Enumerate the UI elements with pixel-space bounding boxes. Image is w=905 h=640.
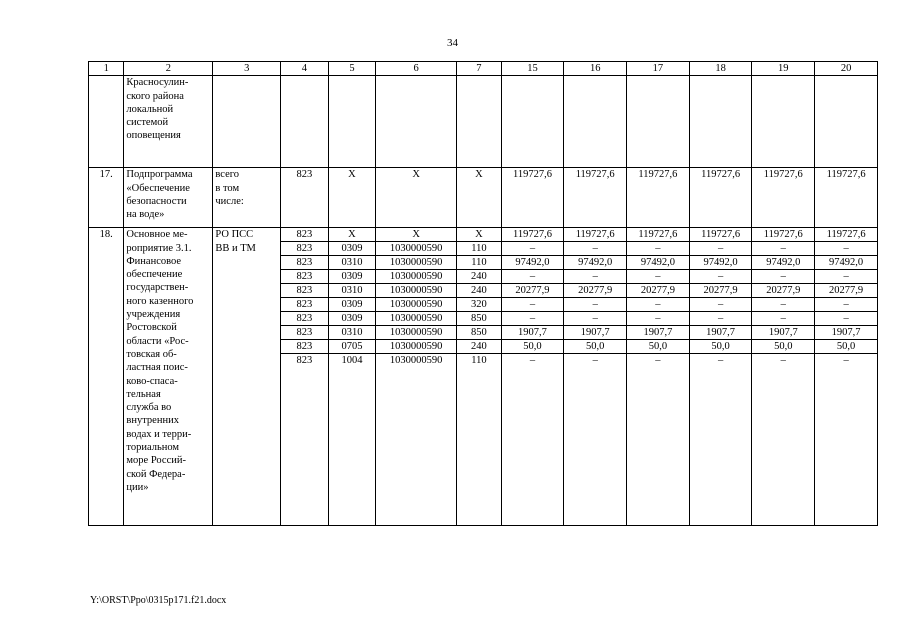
sub-row-value: 50,0 — [752, 340, 814, 354]
cell-code-7 — [457, 228, 502, 526]
sub-row-value: 50,0 — [690, 340, 752, 354]
header-row — [89, 62, 878, 76]
sub-row-value: 1907,7 — [627, 326, 689, 340]
sub-row-value: – — [627, 270, 689, 284]
sub-row-value: 823 — [281, 270, 328, 284]
cell-code: Х — [457, 168, 502, 228]
cell-executor: всего в том числе: — [213, 168, 281, 228]
header-cell-1: 1 — [89, 62, 124, 76]
sub-row-value: 119727,6 — [690, 228, 752, 242]
sub-row-value: 850 — [457, 326, 501, 340]
sub-row-value: 0310 — [329, 326, 376, 340]
sub-row-value: 0309 — [329, 270, 376, 284]
header-cell-7: 7 — [457, 62, 502, 76]
sub-row-value: 1907,7 — [752, 326, 814, 340]
sub-row-value: 1030000590 — [389, 355, 443, 367]
cell-value-col-1 — [564, 228, 627, 526]
sub-row-value: 850 — [457, 312, 501, 326]
sub-row-value: 0310 — [329, 284, 376, 298]
table-row-17 — [89, 168, 878, 228]
sub-row-value: 50,0 — [627, 340, 689, 354]
cell-name: Основное ме- роприятие 3.1. Финансовое обеспечение государствен- ного казенного учреждения Ростовской области «Рос- товская об- ластная поис- ково-спаса- тельная служба во внутренних водах и терри- ториальном море Россий- ской Федера- ции» — [124, 228, 213, 526]
cell-empty — [752, 76, 815, 168]
sub-row-value: 20277,9 — [627, 284, 689, 298]
sub-row-value: 97492,0 — [564, 256, 626, 270]
sub-row-value: 119727,6 — [627, 228, 689, 242]
sub-row-value: 1030000590 — [376, 340, 456, 354]
sub-row-value: 823 — [296, 355, 313, 367]
header-cell-3: 3 — [213, 62, 281, 76]
sub-row-value: – — [815, 242, 877, 256]
sub-row-value: Х — [329, 228, 376, 242]
sub-row-value: 97492,0 — [690, 256, 752, 270]
cell-executor: РО ПСС ВВ и ТМ — [213, 228, 281, 526]
sub-row-value: 1030000590 — [376, 284, 456, 298]
cell-value-col-0 — [501, 228, 564, 526]
cell-empty — [213, 76, 281, 168]
table-row-18 — [89, 228, 878, 526]
cell-number: 17. — [89, 168, 124, 228]
sub-row-value: 0309 — [329, 242, 376, 256]
sub-row-value: 110 — [471, 355, 487, 367]
sub-row-value: 823 — [281, 256, 328, 270]
sub-row-value: 823 — [281, 228, 328, 242]
sub-row-value: 823 — [281, 312, 328, 326]
sub-row-value: 1030000590 — [376, 270, 456, 284]
sub-row-value: – — [815, 298, 877, 312]
sub-row-value: 1907,7 — [564, 326, 626, 340]
sub-row-value: 823 — [281, 242, 328, 256]
sub-row-value: 823 — [281, 298, 328, 312]
sub-row-value: 20277,9 — [690, 284, 752, 298]
header-cell-2: 2 — [124, 62, 213, 76]
sub-row-value: 320 — [457, 298, 501, 312]
sub-row-value: – — [690, 270, 752, 284]
sub-row-value: 1030000590 — [376, 298, 456, 312]
cell-value-col-3 — [689, 228, 752, 526]
sub-row-value: 823 — [281, 284, 328, 298]
cell-value: 119727,6 — [752, 168, 815, 228]
cell-code-5 — [328, 228, 376, 526]
sub-row-value: 119727,6 — [752, 228, 814, 242]
header-cell-19: 19 — [752, 62, 815, 76]
sub-row-value: 1907,7 — [690, 326, 752, 340]
sub-row-value: 50,0 — [815, 340, 877, 354]
header-cell-6: 6 — [376, 62, 457, 76]
sub-row-value: 110 — [457, 242, 501, 256]
cell-empty — [564, 76, 627, 168]
sub-row-value: 1030000590 — [376, 256, 456, 270]
sub-row-value: 97492,0 — [502, 256, 564, 270]
sub-row-value: 119727,6 — [502, 228, 564, 242]
sub-row-value: – — [502, 312, 564, 326]
sub-row-value: – — [627, 242, 689, 256]
file-path-footer: Y:\ORST\Ppo\0315p171.f21.docx — [90, 595, 227, 606]
sub-row-value: 20277,9 — [564, 284, 626, 298]
sub-row-value: – — [502, 270, 564, 284]
sub-row-value: 0705 — [329, 340, 376, 354]
sub-row-value: – — [780, 355, 786, 367]
sub-row-value: – — [627, 298, 689, 312]
cell-empty — [689, 76, 752, 168]
sub-row-value: – — [627, 312, 689, 326]
sub-row-value: 110 — [457, 256, 501, 270]
budget-table — [88, 61, 878, 526]
sub-row-value: 20277,9 — [502, 284, 564, 298]
sub-row-value: – — [717, 355, 724, 367]
table-row-continuation — [89, 76, 878, 168]
sub-row-value: 1907,7 — [815, 326, 877, 340]
cell-empty — [281, 76, 329, 168]
cell-code: Х — [328, 168, 376, 228]
sub-row-value: 97492,0 — [627, 256, 689, 270]
sub-row-value: 50,0 — [502, 340, 564, 354]
sub-row-value: – — [752, 270, 814, 284]
cell-empty — [815, 76, 878, 168]
sub-row-value: – — [752, 312, 814, 326]
sub-row-value: – — [564, 242, 626, 256]
sub-row-value: 0310 — [329, 256, 376, 270]
header-cell-15: 15 — [501, 62, 564, 76]
cell-empty — [376, 76, 457, 168]
header-cell-5: 5 — [328, 62, 376, 76]
cell-value: 119727,6 — [627, 168, 690, 228]
cell-empty — [627, 76, 690, 168]
cell-value-col-5 — [815, 228, 878, 526]
sub-row-value: – — [564, 298, 626, 312]
cell-name: Красносулин- ского района локальной системой оповещения — [124, 76, 213, 168]
sub-row-value: 119727,6 — [564, 228, 626, 242]
sub-row-value: 1030000590 — [376, 326, 456, 340]
page-number: 34 — [447, 37, 458, 49]
sub-row-value: 20277,9 — [815, 284, 877, 298]
sub-row-value: – — [843, 355, 849, 367]
header-cell-4: 4 — [281, 62, 329, 76]
sub-row-value: – — [592, 355, 598, 367]
sub-row-value: – — [815, 270, 877, 284]
sub-row-value: – — [655, 355, 661, 367]
cell-code-6 — [376, 228, 457, 526]
sub-row-value: 1030000590 — [376, 242, 456, 256]
cell-empty — [457, 76, 502, 168]
header-cell-16: 16 — [564, 62, 627, 76]
sub-row-value: – — [690, 298, 752, 312]
cell-value-col-2 — [627, 228, 690, 526]
cell-name: Подпрограмма «Обеспечение безопасности на воде» — [124, 168, 213, 228]
sub-row-value: 1030000590 — [376, 312, 456, 326]
cell-value: 119727,6 — [689, 168, 752, 228]
sub-row-value: 20277,9 — [752, 284, 814, 298]
cell-code: Х — [376, 168, 457, 228]
sub-row-value: – — [529, 355, 536, 367]
cell-value: 119727,6 — [815, 168, 878, 228]
sub-row-value: 823 — [281, 340, 328, 354]
cell-code: 823 — [281, 168, 329, 228]
sub-row-value: 823 — [281, 326, 328, 340]
header-cell-18: 18 — [689, 62, 752, 76]
sub-row-value: 97492,0 — [815, 256, 877, 270]
sub-row-value: 240 — [457, 284, 501, 298]
sub-row-value: – — [690, 242, 752, 256]
cell-empty — [328, 76, 376, 168]
sub-row-value: – — [815, 312, 877, 326]
sub-row-value: 1004 — [341, 355, 363, 367]
sub-row-value: – — [690, 312, 752, 326]
sub-row-value: 119727,6 — [815, 228, 877, 242]
cell-number: 18. — [89, 228, 124, 526]
cell-empty — [501, 76, 564, 168]
sub-row-value: Х — [376, 228, 456, 242]
sub-row-value: 1907,7 — [502, 326, 564, 340]
sub-row-value: – — [564, 312, 626, 326]
cell-code-4 — [281, 228, 329, 526]
sub-row-value: – — [502, 242, 564, 256]
sub-row-value: Х — [457, 228, 501, 242]
sub-row-value: 0309 — [329, 312, 376, 326]
sub-row-value: 97492,0 — [752, 256, 814, 270]
sub-row-value: 50,0 — [564, 340, 626, 354]
cell-value: 119727,6 — [564, 168, 627, 228]
sub-row-value: – — [502, 298, 564, 312]
sub-row-value: – — [564, 270, 626, 284]
sub-row-value: 240 — [457, 270, 501, 284]
sub-row-value: – — [752, 242, 814, 256]
header-cell-20: 20 — [815, 62, 878, 76]
cell-value-col-4 — [752, 228, 815, 526]
sub-row-value: – — [752, 298, 814, 312]
cell-number — [89, 76, 124, 168]
header-cell-17: 17 — [627, 62, 690, 76]
cell-value: 119727,6 — [501, 168, 564, 228]
sub-row-value: 0309 — [329, 298, 376, 312]
sub-row-value: 240 — [457, 340, 501, 354]
